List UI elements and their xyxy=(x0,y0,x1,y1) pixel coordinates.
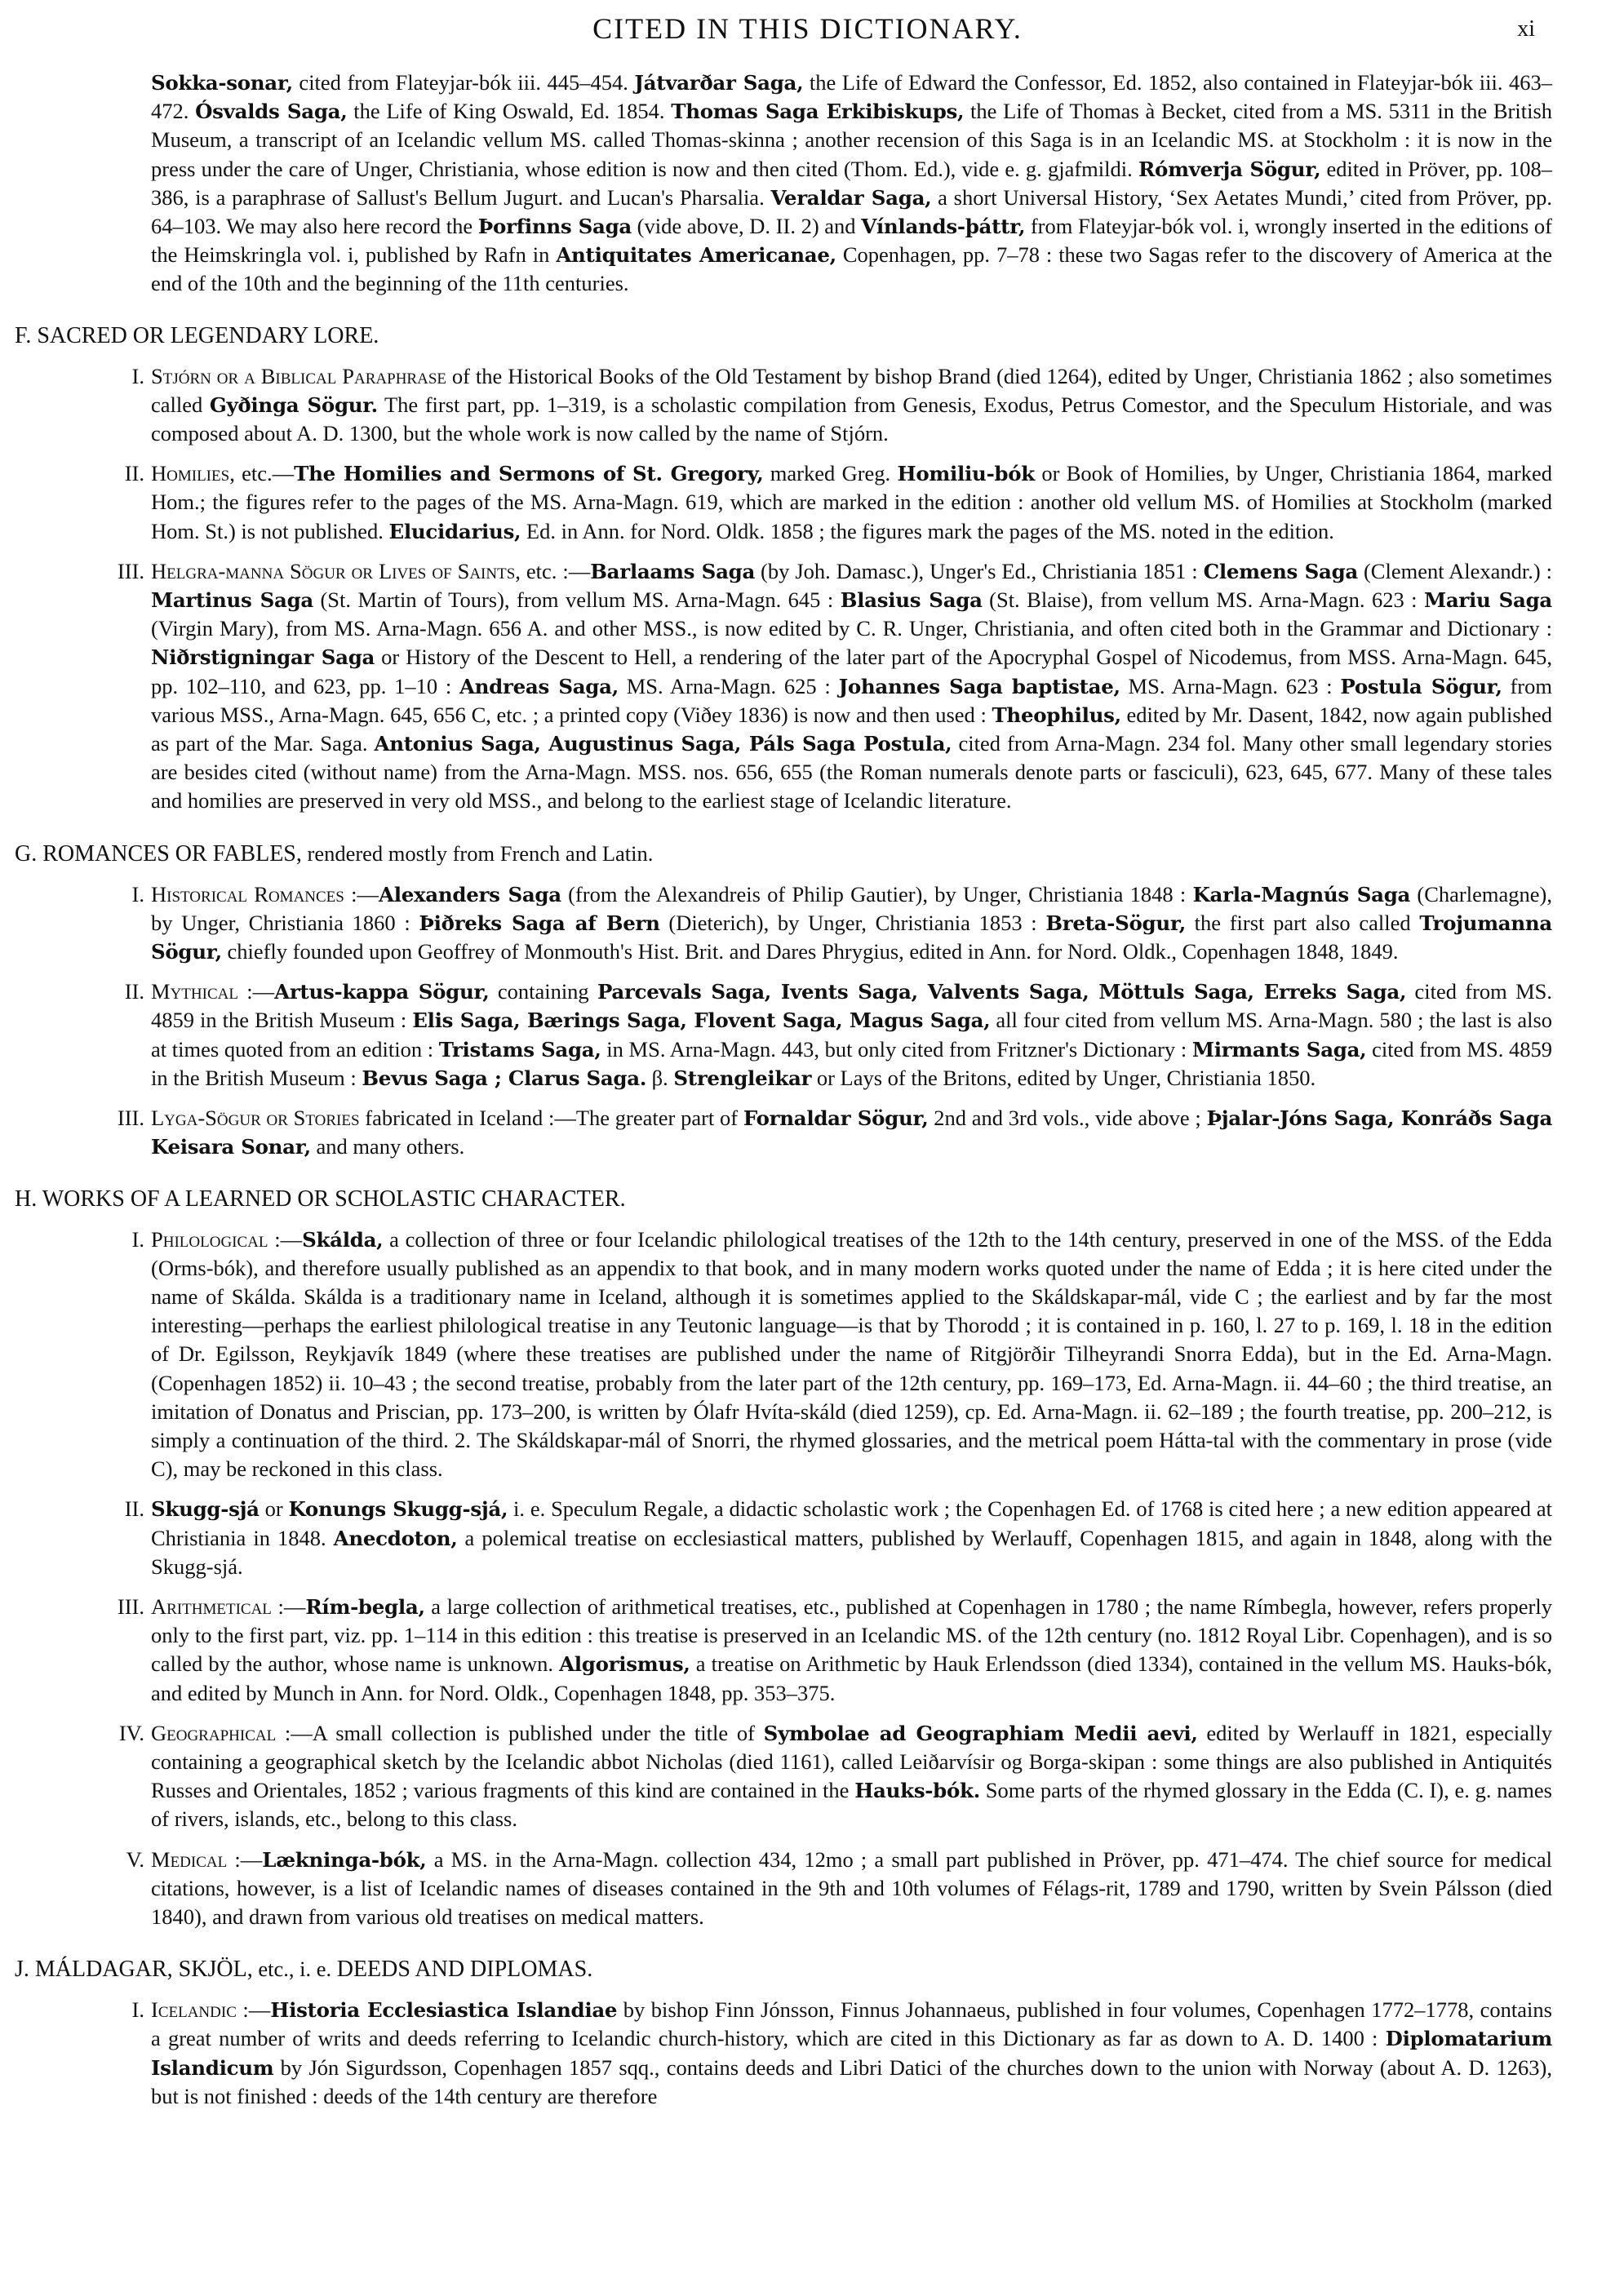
bold-title: The Homilies and Sermons of St. Gregory, xyxy=(294,462,764,486)
bold-title: Tristams Saga, xyxy=(438,1037,601,1062)
bold-title: Diplomatarium Islandicum xyxy=(151,2027,1552,2080)
bold-title: Sokka-sonar, xyxy=(151,71,293,95)
page-header xyxy=(0,7,1615,55)
bold-title: Alexanders Saga xyxy=(378,882,561,906)
text-run: i. e. Speculum Regale, a didactic scholastic work ; the Copenhagen Ed. of 1768 is cited here ; a new edition appeared at Christiania in 1848. xyxy=(151,1496,1553,1550)
item-numeral: II. xyxy=(124,461,144,486)
item-spacer xyxy=(0,1708,1615,1719)
small-caps-label: Arithmetical xyxy=(151,1593,272,1619)
item-numeral: I. xyxy=(131,1226,144,1252)
bold-title: Algorismus, xyxy=(559,1652,690,1677)
small-caps-label: Medical xyxy=(151,1846,228,1872)
small-caps-label: Stjórn or a Biblical Paraphrase xyxy=(151,363,446,388)
text-run: The first part, pp. 1–319, is a scholastic compilation from Genesis, Exodus, Petrus Comestor, and the Speculum Historiale, and was composed about A. D. 1300, but the whole work is now called by the name of Stjórn. xyxy=(151,392,1553,446)
section-item xyxy=(131,880,1552,967)
text-run: cited from Arna-Magn. 234 fol. Many other small legendary stories are besides cited (without name) from the Arna-Magn. MSS. nos. 656, 655 (the Roman numerals denote parts or fasciculi), 623, 645, 677. Many of these tales and homilies are preserved in very old MSS., and belong to the earliest stage of Icelandic literature. xyxy=(151,731,1552,813)
text-run: , etc.— xyxy=(229,461,295,486)
item-spacer xyxy=(0,351,1615,362)
text-run: Some parts of the rhymed glossary in the Edda (C. I), e. g. names of rivers, islands, etc., belong to this class. xyxy=(151,1778,1552,1832)
text-run: 2nd and 3rd vols., vide above ; xyxy=(928,1106,1207,1131)
text-run: cited from MS. 4859 in the British Museum : xyxy=(151,1036,1552,1090)
bold-title: Skugg-sjá xyxy=(151,1497,260,1522)
bold-title: Þorfinns Saga xyxy=(477,215,632,239)
text-run: edited by Werlauff in 1821, especially containing a geographical sketch by the Icelandic abbot Nicholas (died 1161), called Leiðarvísir og Borga-skipan : some things are also published in Antiquités Russes and Orientales, 1852 ; various fragments of this kind are contained in the xyxy=(151,1720,1552,1803)
text-run: a large collection of arithmetical treatises, etc., published at Copenhagen in 1780 ; the name Rímbegla, however, refers properly only to the first part, viz. pp. 1–114 in this edition : this treatise is preserved in an Icelandic MS. of the 12th century (no. 1812 Royal Libr. Copenhagen), and is so called by the author, whose name is unknown. xyxy=(151,1593,1552,1677)
text-run: Copenhagen, pp. 7–78 : these two Sagas refer to the discovery of America at the end of the 10th and the beginning of the 11th centuries. xyxy=(151,242,1552,296)
text-run: marked Greg. xyxy=(763,461,898,486)
text-run: H. WORKS OF A LEARNED OR SCHOLASTIC CHARACTER. xyxy=(15,1186,626,1212)
text-run: DEEDS AND DIPLOMAS. xyxy=(336,1957,593,1983)
bold-title: Rím-begla, xyxy=(305,1594,425,1619)
section-heading xyxy=(15,1954,1615,1984)
bold-title: Trojumanna Sögur, xyxy=(151,911,1552,964)
small-caps-label: Mythical xyxy=(151,979,238,1004)
text-run: Ed. in Ann. for Nord. Oldk. 1858 ; the figures mark the pages of the MS. noted in the edition. xyxy=(521,518,1334,543)
bold-title: Hauks-bók. xyxy=(854,1779,980,1803)
item-numeral: II. xyxy=(124,1496,144,1522)
small-caps-label: Lyga-Sögur or Stories xyxy=(151,1106,360,1131)
small-caps-label: Philological xyxy=(151,1226,268,1252)
section-item xyxy=(117,557,1553,816)
text-run: :—A small collection is published under the title of xyxy=(276,1720,764,1745)
section-item xyxy=(131,362,1553,449)
bold-title: Antiquitates Americanae, xyxy=(556,243,836,268)
text-run: and many others. xyxy=(310,1134,465,1159)
bold-title: Strengleikar xyxy=(673,1066,812,1090)
text-run: (vide above, D. II. 2) and xyxy=(632,214,862,239)
text-run: a collection of three or four Icelandic philological treatises of the 12th to the 14th century, preserved in one of the MSS. of the Edda (Orms-bók), and therefore usually published as an appendix to that book, and in many modern works quoted under the name of Edda ; it is here cited under the name of Skálda. Skálda is a traditionary name in Iceland, although it is sometimes applied to the Skáldskapar-mál, vide C ; the earliest and by far the most interesting—perhaps the earliest philological treatise in any Teutonic language—is that by Thorodd ; it is contained in p. 160, l. 27 to p. 169, l. 18 in the edition of Dr. Egilsson, Reykjavík 1849 (where these treatises are published under the name of Ritgjörðir Tilheyrandi Snorra Edda), but in the Ed. Arna-Magn. (Copenhagen 1852) ii. 10–43 ; the second treatise, probably from the later part of the 12th century, pp. 169–173, Ed. Arna-Magn. ii. 44–60 ; the third treatise, an imitation of Donatus and Priscian, pp. 173–200, is written by Ólafr Hvíta-skáld (died 1259), cp. Ed. Arna-Magn. ii. 62–189 ; the fourth treatise, pp. 200–212, is simply a continuation of the third. 2. The Skáldskapar-mál of Snorri, the rhymed glossaries, and the metrical poem Hátta-tal with the commentary in prose (vide C), may be reckoned in this class. xyxy=(151,1226,1552,1482)
section-heading xyxy=(15,321,1615,351)
bold-title: Fornaldar Sögur, xyxy=(743,1106,929,1131)
bold-title: Elis Saga, Bærings Saga, Flovent Saga, Magus Saga, xyxy=(412,1008,991,1033)
item-numeral: I. xyxy=(131,881,144,906)
text-run: F. SACRED OR LEGENDARY LORE. xyxy=(15,322,379,348)
bold-title: Andreas Saga, xyxy=(459,674,619,698)
text-run: J. MÁLDAGAR, SKJÖL, xyxy=(15,1957,253,1983)
text-run: cited from MS. 4859 in the British Museum : xyxy=(151,979,1552,1033)
text-run: of the Historical Books of the Old Testament by bishop Brand (died 1264), edited by Unger, Christiania 1862 ; also sometimes called xyxy=(151,363,1552,417)
section-heading xyxy=(15,1185,1615,1214)
bold-title: Konungs Skugg-sjá, xyxy=(288,1497,508,1522)
text-run: by bishop Finn Jónsson, Finnus Johannaeus, published in four volumes, Copenhagen 1772–1778, contains a great number of writs and deeds referring to Icelandic church-history, which are cited in this Dictionary as far as down to A. D. 1400 : xyxy=(151,1997,1552,2051)
text-run: (St. Blaise), from vellum MS. Arna-Magn. 623 : xyxy=(982,587,1425,613)
bold-title: Thomas Saga Erkibiskups, xyxy=(671,100,965,124)
text-run: MS. Arna-Magn. 625 : xyxy=(618,673,839,698)
text-run: (Virgin Mary), from MS. Arna-Magn. 656 A. and other MSS., is now edited by C. R. Unger, Christiania, and often cited both in the Grammar and Dictionary : xyxy=(151,616,1552,641)
small-caps-label: Homilies xyxy=(151,461,230,486)
text-run: β. xyxy=(646,1065,674,1090)
section-spacer xyxy=(0,1931,1615,1954)
item-numeral: V. xyxy=(126,1846,144,1872)
bold-title: Anecdoton, xyxy=(333,1526,458,1550)
item-spacer xyxy=(0,869,1615,880)
bold-title: Skálda, xyxy=(302,1227,384,1252)
small-caps-label: Geographical xyxy=(151,1720,277,1745)
text-run: etc., i. e. xyxy=(252,1957,337,1982)
section-item xyxy=(117,1593,1552,1708)
section-item xyxy=(124,459,1552,546)
text-run: a treatise on Arithmetic by Hauk Erlendsson (died 1334), contained in the vellum MS. Hauks-bók, and edited by Munch in Ann. for Nord. Oldk., Copenhagen 1848, pp. 353–375. xyxy=(151,1651,1552,1705)
item-spacer xyxy=(0,1093,1615,1104)
bold-title: Þjalar-Jóns Saga, Konráðs Saga Keisara Sonar, xyxy=(151,1106,1553,1159)
item-numeral: I. xyxy=(131,1997,144,2023)
bold-title: Veraldar Saga, xyxy=(770,185,932,210)
bold-title: Niðrstigningar Saga xyxy=(151,645,375,670)
bold-title: Parcevals Saga, Ivents Saga, Valvents Saga, Möttuls Saga, Erreks Saga, xyxy=(597,980,1407,1004)
bold-title: Vínlands-þáttr, xyxy=(861,215,1026,239)
text-run: :— xyxy=(268,1226,303,1252)
bold-title: Barlaams Saga xyxy=(590,559,756,583)
text-run: the Life of Thomas à Becket, cited from a MS. 5311 in the British Museum, a transcript of an Icelandic vellum MS. called Thomas-skinna ; another recension of this Saga is in an Icelandic MS. at Stockholm : it is now in the press under the care of Unger, Christiania, whose edition is now and then cited (Thom. Ed.), vide e. g. gjafmildi. xyxy=(151,99,1553,181)
item-spacer xyxy=(0,1984,1615,1996)
text-run: rendered mostly from French and Latin. xyxy=(301,840,654,866)
section-spacer xyxy=(0,816,1615,839)
item-numeral: III. xyxy=(117,1106,144,1131)
item-numeral: IV. xyxy=(118,1720,144,1745)
bold-title: Postula Sögur, xyxy=(1340,674,1502,698)
item-numeral: III. xyxy=(117,1593,144,1619)
section-item xyxy=(126,1846,1552,1932)
item-spacer xyxy=(0,1214,1615,1226)
text-run: (by Joh. Damasc.), Unger's Ed., Christiania 1851 : xyxy=(755,558,1204,583)
bold-title: Historia Ecclesiastica Islandiae xyxy=(270,1998,618,2023)
small-caps-label: Icelandic xyxy=(151,1997,237,2023)
text-run: fabricated in Iceland :—The greater part of xyxy=(359,1106,743,1131)
text-run: or Book of Homilies, by Unger, Christiania 1864, marked Hom.; the figures refer to the pages of the MS. Arna-Magn. 619, which are marked in the edition : another old vellum MS. of Homilies at Stockholm (marked Hom. St.) is not published. xyxy=(151,461,1552,543)
text-run: :— xyxy=(237,979,275,1004)
text-run: in MS. Arna-Magn. 443, but only cited from Fritzner's Dictionary : xyxy=(601,1036,1192,1062)
text-run: containing xyxy=(489,979,597,1004)
item-spacer xyxy=(0,966,1615,977)
text-run: , etc. :— xyxy=(515,558,591,583)
running-title: CITED IN THIS DICTIONARY. xyxy=(592,12,1023,45)
text-run: MS. Arna-Magn. 623 : xyxy=(1120,673,1341,698)
section-item xyxy=(131,1226,1552,1484)
bold-title: Martinus Saga xyxy=(151,588,313,613)
item-spacer xyxy=(0,1834,1615,1846)
text-run: (Clement Alexandr.) : xyxy=(1358,558,1553,583)
bold-title: Homiliu-bók xyxy=(897,462,1035,486)
item-spacer xyxy=(0,1581,1615,1593)
text-run: :— xyxy=(344,881,379,906)
bold-title: Játvarðar Saga, xyxy=(634,71,804,95)
item-numeral: I. xyxy=(131,363,144,388)
bold-title: Breta-Sögur, xyxy=(1045,911,1186,935)
text-run: (Charlemagne), by Unger, Christiania 1860 : xyxy=(151,881,1552,935)
text-run: or Lays of the Britons, edited by Unger, Christiania 1850. xyxy=(811,1065,1316,1090)
page-body xyxy=(0,69,1615,2111)
text-run: a short Universal History, ‘Sex Aetates Mundi,’ cited from Pröver, pp. 64–103. We may also here record the xyxy=(151,184,1552,239)
text-run: :— xyxy=(227,1846,263,1872)
bold-title: Mariu Saga xyxy=(1424,588,1552,613)
bold-title: Blasius Saga xyxy=(840,588,983,613)
section-spacer xyxy=(0,1162,1615,1185)
text-run: the Life of King Oswald, Ed. 1854. xyxy=(347,99,672,124)
section-item xyxy=(124,1495,1553,1581)
text-run: a MS. in the Arna-Magn. collection 434, 12mo ; a small part published in Pröver, pp. 471–474. The chief source for medical citations, however, is a list of Icelandic names of diseases contained in the 9th and 10th volumes of Félags-rit, 1789 and 1790, written by Svein Pálsson (died 1840), and drawn from various old treatises on medical matters. xyxy=(151,1846,1552,1929)
text-run: edited in Pröver, pp. 108–386, is a paraphrase of Sallust's Bellum Jugurt. and Lucan's Pharsalia. xyxy=(151,156,1553,210)
page-number: xi xyxy=(1517,16,1535,42)
bold-title: Ósvalds Saga, xyxy=(195,100,348,124)
text-run: all four cited from vellum MS. Arna-Magn. 580 ; the last is also at times quoted from an edition : xyxy=(151,1008,1553,1062)
text-run: or xyxy=(259,1496,289,1522)
item-numeral: II. xyxy=(124,979,144,1004)
bold-title: Bevus Saga ; Clarus Saga. xyxy=(362,1066,647,1090)
bold-title: Theophilus, xyxy=(992,703,1121,727)
text-run: (from the Alexandreis of Philip Gautier), by Unger, Christiania 1848 : xyxy=(561,881,1193,906)
text-run: :— xyxy=(236,1997,271,2023)
text-run: G. ROMANCES OR FABLES, xyxy=(15,840,302,867)
text-run: (St. Martin of Tours), from vellum MS. Arna-Magn. 645 : xyxy=(313,587,841,613)
bold-title: Symbolae ad Geographiam Medii aevi, xyxy=(763,1721,1198,1745)
bold-title: Þiðreks Saga af Bern xyxy=(419,911,660,935)
section-item xyxy=(117,1104,1553,1161)
text-run: the Life of Edward the Confessor, Ed. 1852, also contained in Flateyjar-bók iii. 463–472. xyxy=(151,70,1552,124)
text-run: (Dieterich), by Unger, Christiania 1853 : xyxy=(659,910,1046,935)
section-spacer xyxy=(0,299,1615,321)
section-item xyxy=(124,977,1553,1093)
bold-title: Johannes Saga baptistae, xyxy=(838,674,1120,698)
bold-title: Karla-Magnús Saga xyxy=(1192,882,1411,906)
bold-title: Rómverja Sögur, xyxy=(1138,157,1321,181)
text-run: by Jón Sigurdsson, Copenhagen 1857 sqq., contains deeds and Libri Datici of the churches down to the union with Norway (about A. D. 1263), but is not finished : deeds of the 14th century are therefore xyxy=(151,2054,1552,2108)
item-spacer xyxy=(0,1483,1615,1495)
section-item xyxy=(131,1996,1552,2111)
section-heading xyxy=(15,839,1615,869)
text-run: chiefly founded upon Geoffrey of Monmouth's Hist. Brit. and Dares Phrygius, edited in Ann. for Nord. Oldk., Copenhagen 1848, 1849. xyxy=(221,939,1399,964)
bold-title: Elucidarius, xyxy=(388,519,521,543)
section-item xyxy=(118,1719,1552,1834)
bold-title: Antonius Saga, Augustinus Saga, Páls Saga Postula, xyxy=(374,732,952,756)
text-run: a polemical treatise on ecclesiastical matters, published by Werlauff, Copenhagen 1815, and again in 1848, along with the Skugg-sjá. xyxy=(151,1525,1552,1579)
text-run: cited from Flateyjar-bók iii. 445–454. xyxy=(292,70,635,95)
text-run: :— xyxy=(271,1593,306,1619)
bold-title: Gyðinga Sögur. xyxy=(209,392,378,417)
item-spacer xyxy=(0,546,1615,557)
bold-title: Mirmants Saga, xyxy=(1191,1037,1367,1062)
text-run: or History of the Descent to Hell, a rendering of the later part of the Apocryphal Gospel of Nicodemus, from MSS. Arna-Magn. 645, pp. 102–110, and 623, pp. 1–10 : xyxy=(151,645,1553,698)
bold-title: Lækninga-bók, xyxy=(262,1847,427,1872)
small-caps-label: Historical Romances xyxy=(151,881,344,906)
text-run: from Flateyjar-bók vol. i, wrongly inserted in the editions of the Heimskringla vol. i, published by Rafn in xyxy=(151,214,1552,268)
item-spacer xyxy=(0,448,1615,459)
item-numeral: III. xyxy=(117,558,144,583)
text-run: the first part also called xyxy=(1185,910,1420,935)
bold-title: Artus-kappa Sögur, xyxy=(274,980,490,1004)
text-run: from various MSS., Arna-Magn. 645, 656 C, etc. ; a printed copy (Viðey 1836) is now and then used : xyxy=(151,673,1552,727)
bold-title: Clemens Saga xyxy=(1203,559,1359,583)
intro-paragraph xyxy=(151,69,1552,299)
text-run: edited by Mr. Dasent, 1842, now again published as part of the Mar. Saga. xyxy=(151,702,1552,756)
small-caps-label: Helgra-manna Sögur or Lives of Saints xyxy=(151,558,516,583)
